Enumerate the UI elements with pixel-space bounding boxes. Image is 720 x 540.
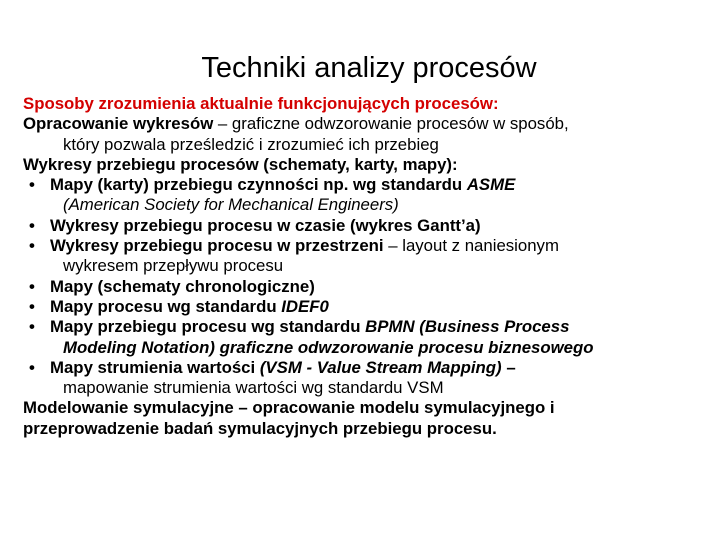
paragraph-modelowanie-continued: przeprowadzenie badań symulacyjnych przebiegu procesu. [23,418,497,438]
bullet-icon: • [29,215,35,235]
bullet-item-bpmn [23,317,703,337]
slide-body [23,94,703,439]
bullet-item-idef0 [23,297,703,317]
bullet-text: Mapy przebiegu procesu wg standardu [50,317,366,337]
bullet-item-przestrzen [23,236,703,256]
bullet-icon: • [29,276,35,296]
bullet-text: Wykresy przebiegu procesu w przestrzeni [50,236,384,256]
bullet-rest-text: – layout z naniesionym [383,236,559,256]
bullet-item-vsm [23,358,703,378]
bullet-icon: • [29,296,35,316]
bullet-item-bpmn-continued: Modeling Notation) graficzne odwzorowanie procesu biznesowego [63,337,594,357]
bullet-text: Wykresy przebiegu procesu w czasie (wykres Gantt’a) [50,215,481,235]
dash: – [501,357,516,377]
bullet-text: Mapy procesu wg standardu [50,296,282,316]
paragraph-modelowanie: Modelowanie symulacyjne – opracowanie modelu symulacyjnego i [23,398,555,418]
bullet-item-gantt [23,216,703,236]
bullet-icon: • [29,357,35,377]
bullet-text: Mapy (karty) przebiegu czynności np. wg standardu [50,175,467,195]
paragraph-wykresy-continued: który pozwala prześledzić i zrozumieć ich przebieg [63,134,439,154]
slide-title: Techniki analizy procesów [201,52,537,84]
standard-name: IDEF0 [281,296,329,316]
bullet-item-chronologiczne [23,277,703,297]
bullet-text: Mapy (schematy chronologiczne) [50,276,315,296]
section-heading: Sposoby zrozumienia aktualnie funkcjonujących procesów: [23,94,499,113]
paragraph-wykresy-przebiegu: Wykresy przebiegu procesów (schematy, karty, mapy): [23,154,458,174]
bullet-icon: • [29,236,35,256]
bullet-icon: • [29,175,35,195]
bullet-item-asme [23,175,703,195]
bullet-item-vsm-continued: mapowanie strumienia wartości wg standardu VSM [63,378,444,398]
term-opracowanie-wykresow: Opracowanie wykresów [23,114,214,134]
standard-name: BPMN (Business Process [365,317,570,337]
paragraph-wykresy [23,114,703,134]
bullet-item-przestrzen-continued: wykresem przepływu procesu [63,256,284,276]
bullet-icon: • [29,317,35,337]
standard-name: (VSM - Value Stream Mapping) [259,357,502,377]
bullet-item-asme-continued: (American Society for Mechanical Engineers) [63,195,399,215]
bullet-text: Mapy strumienia wartości [50,357,260,377]
standard-name: ASME [466,175,516,195]
definition-text: – graficzne odwzorowanie procesów w sposób, [213,114,569,134]
